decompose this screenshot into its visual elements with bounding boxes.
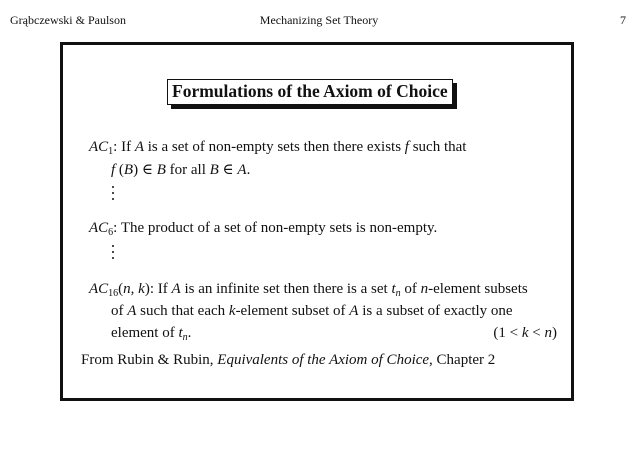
ac6-subscript: 6 [108, 227, 114, 238]
ac1-subscript: 1 [108, 146, 114, 157]
vertical-ellipsis-1 [112, 186, 115, 204]
header-authors: Grąbczewski & Paulson [10, 13, 126, 27]
source-citation: From Rubin & Rubin, Equivalents of the Axiom of Choice, Chapter 2 [81, 352, 496, 368]
ac1-line-2: f (B) ∈ B for all B ∈ A. [111, 162, 251, 178]
ac16-condition: (1 < k < n) [493, 325, 557, 341]
ac16-subscript: 16 [108, 288, 119, 299]
vertical-ellipsis-2 [112, 245, 115, 263]
header-title: Mechanizing Set Theory [259, 13, 379, 27]
slide-title: Formulations of the Axiom of Choice [167, 79, 453, 105]
ac16-line-3: element of $t_n$. [111, 325, 192, 343]
ac16-name: AC [89, 281, 109, 297]
header-page-number: 7 [620, 13, 626, 27]
slide-frame [60, 42, 574, 401]
book-title: Equivalents of the Axiom of Choice [217, 352, 430, 368]
ac6-line: $AC_6$: The product of a set of non-empty sets is non-empty. [89, 220, 438, 238]
ac1-name: AC [89, 139, 109, 155]
ac16-line-1: $AC_{16}(n$, k): If A is an infinite set then there is a set $t_n$ of n-element subsets [89, 281, 528, 299]
ac16-line-2: of A such that each k-element subset of A is a subset of exactly one [111, 303, 513, 319]
ac1-line-1: $AC_1$: If A is a set of non-empty sets then there exists f such that [89, 139, 467, 157]
ac6-name: AC [89, 220, 109, 236]
